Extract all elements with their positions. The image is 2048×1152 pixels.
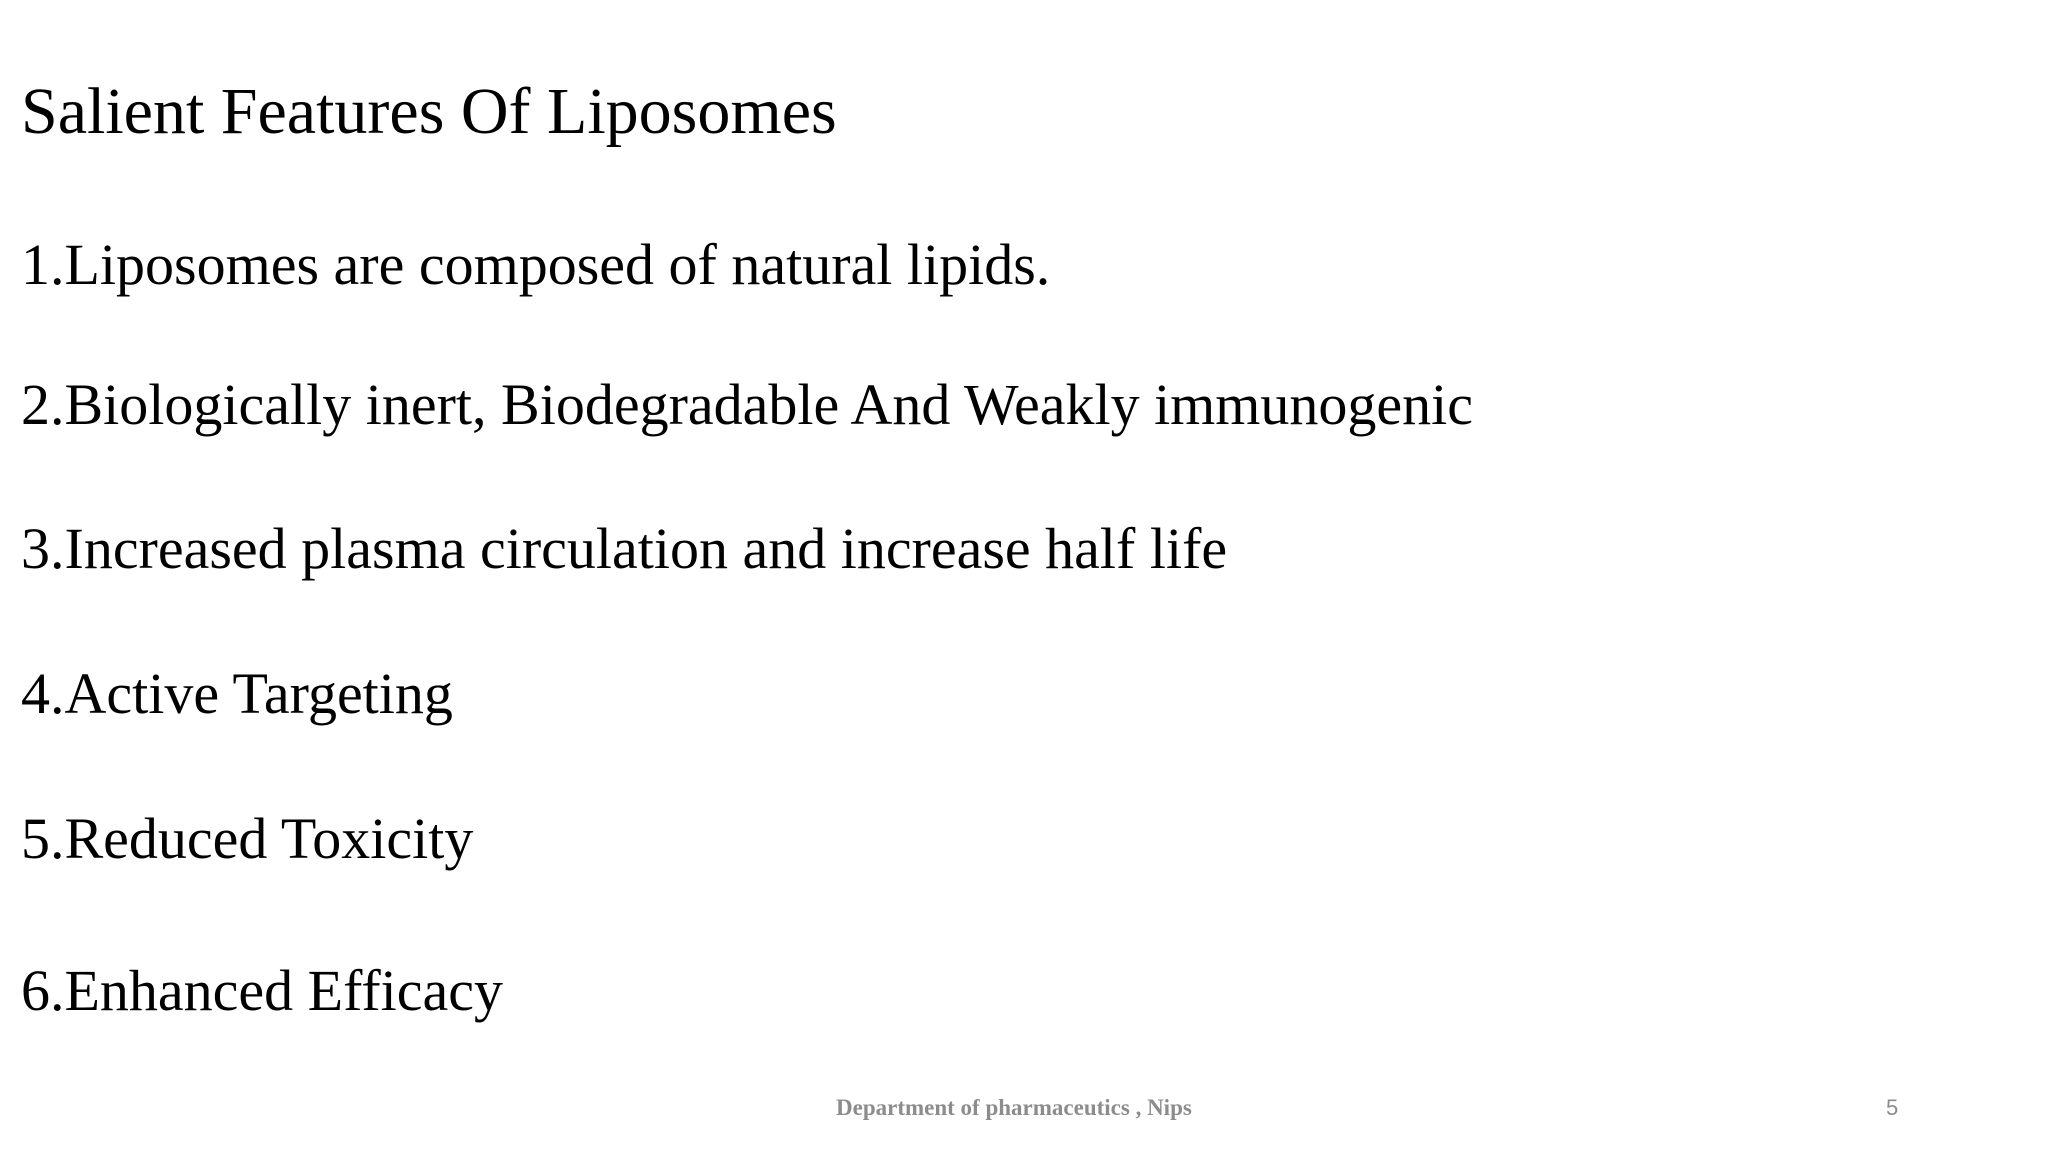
feature-item-2: 2.Biologically inert, Biodegradable And Weakly immunogenic [21,372,1474,437]
slide-footer: Department of pharmaceutics , Nips [836,1095,1192,1120]
feature-item-5: 5.Reduced Toxicity [21,806,474,871]
slide-title: Salient Features Of Liposomes [21,75,837,148]
feature-item-6: 6.Enhanced Efficacy [21,958,504,1023]
feature-item-3: 3.Increased plasma circulation and increase half life [21,516,1228,581]
feature-item-1: 1.Liposomes are composed of natural lipids. [21,232,1051,297]
page-number: 5 [1886,1095,1899,1120]
feature-item-4: 4.Active Targeting [21,661,453,726]
